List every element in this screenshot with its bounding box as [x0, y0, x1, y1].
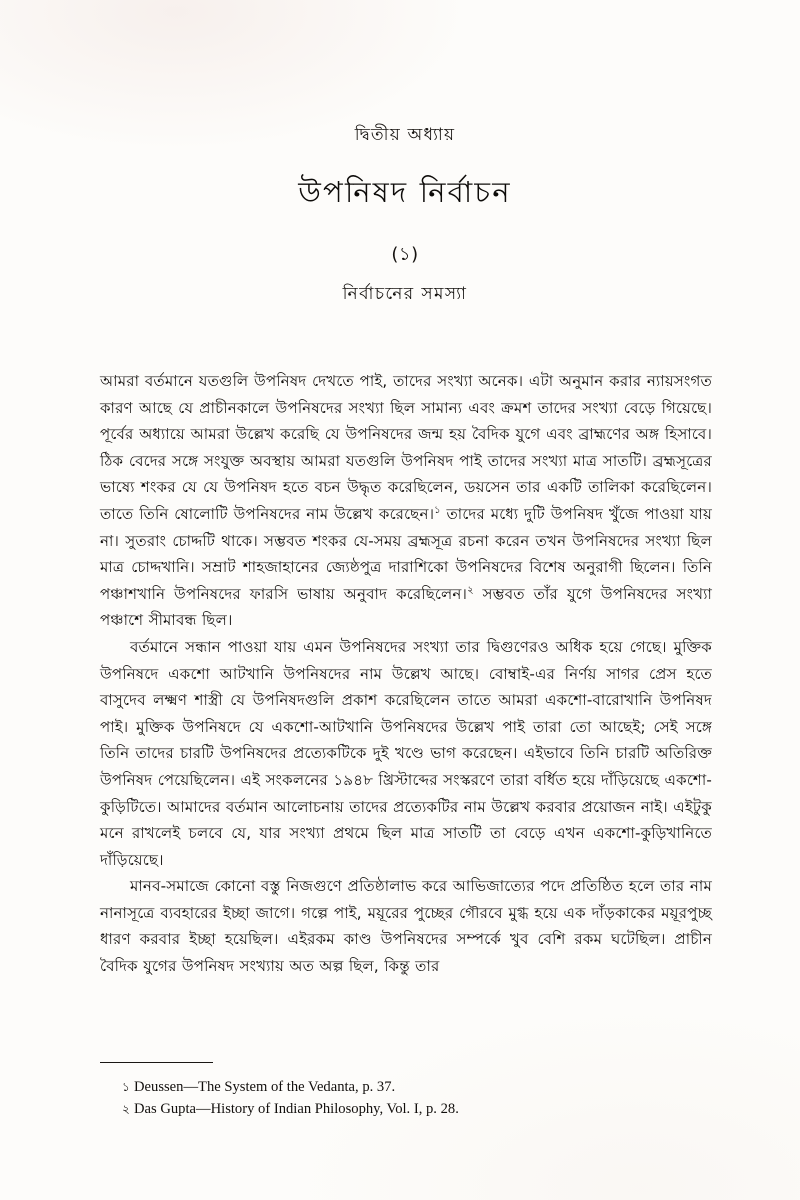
footnote-item: [100, 1098, 712, 1120]
paragraph-3: মানব-সমাজে কোনো বস্তু নিজগুণে প্রতিষ্ঠালাভ করে আভিজাত্যের পদে প্রতিষ্ঠিত হলে তার নাম নানাসূত্রে ব্যবহারের ইচ্ছা জাগে। গল্পে পাই, ময়ূরের পুচ্ছের গৌরবে মুগ্ধ হয়ে এক দাঁড়কাকের ময়ূরপুচ্ছ ধারণ করবার ইচ্ছা হয়েছিল। এইরকম কাণ্ড উপনিষদের সম্পর্কে খুব বেশি রকম ঘটেছিল। প্রাচীন বৈদিক যুগের উপনিষদ সংখ্যায় অত অল্প ছিল, কিন্তু তার: [100, 877, 712, 976]
footnote-text: Das Gupta—History of Indian Philosophy, Vol. I, p. 28.: [134, 1101, 459, 1117]
paragraph-1-text-c: সম্ভবত তাঁর যুগে উপনিষদের সংখ্যা পঞ্চাশে সীমাবন্ধ ছিল।: [100, 584, 712, 630]
footnote-text: Deussen—The System of the Vedanta, p. 37.: [134, 1079, 396, 1095]
body-text: [100, 368, 712, 980]
paragraph-2: বর্তমানে সন্ধান পাওয়া যায় এমন উপনিষদের সংখ্যা তার দ্বিগুণেরও অধিক হয়ে গেছে। মুক্তিক উপনিষদে একশো আটখানি উপনিষদের নাম উল্লেখ আছে। বোম্বাই-এর নির্ণয় সাগর প্রেস হতে বাসুদেব লক্ষ্মণ শাস্ত্রী যে উপনিষদগুলি প্রকাশ করেছিলেন তাতে আমরা একশো-বারোখানি উপনিষদ পাই। মুক্তিক উপনিষদে যে একশো-আটখানি উপনিষদের উল্লেখ পাই তারা তো আছেই; সেই সঙ্গে তিনি তাদের চারটি উপনিষদের প্রত্যেকটিকে দুই খণ্ডে ভাগ করেছেন। এইভাবে তিনি চারটি অতিরিক্ত উপনিষদ পেয়েছিলেন। এই সংকলনের ১৯৪৮ খ্রিস্টাব্দের সংস্করণে তারা বর্ধিত হয়ে দাঁড়িয়েছে একশো-কুড়িটিতে। আমাদের বর্তমান আলোচনায় তাদের প্রত্যেকটির নাম উল্লেখ করবার প্রয়োজন নাই। এইটুকু মনে রাখলেই চলবে যে, যার সংখ্যা প্রথমে ছিল মাত্র সাতটি তা বেড়ে এখন একশো-কুড়িখানিতে দাঁড়িয়েছে।: [100, 637, 712, 869]
footnote-reference-1[interactable]: ১: [434, 504, 441, 516]
footnote-marker: ১: [122, 1080, 130, 1094]
section-number: (১): [391, 244, 419, 265]
section-subtitle: নির্বাচনের সমস্যা: [342, 284, 468, 304]
footnote-separator-rule: [100, 1062, 213, 1063]
page-title: উপনিষদ নির্বাচন: [298, 175, 512, 209]
footnote-item: [100, 1076, 712, 1098]
footnote-reference-2[interactable]: ২: [467, 584, 474, 596]
paragraph-1: [100, 368, 712, 634]
footnotes-section: [100, 1062, 712, 1120]
footnote-marker: ২: [122, 1102, 130, 1116]
paragraph-1-text-a: আমরা বর্তমানে যতগুলি উপনিষদ দেখতে পাই, তাদের সংখ্যা অনেক। এটা অনুমান করার ন্যায়সংগত কারণ আছে যে প্রাচীনকালে উপনিষদের সংখ্যা ছিল সামান্য এবং ক্রমশ তাদের সংখ্যা বেড়ে গিয়েছে। পূর্বের অধ্যায়ে আমরা উল্লেখ করেছি যে উপনিষদের জন্ম হয় বৈদিক যুগে এবং ব্রাহ্মণের অঙ্গ হিসাবে। ঠিক বেদের সঙ্গে সংযুক্ত অবস্থায় আমরা যতগুলি উপনিষদ পাই তাদের সংখ্যা মাত্র সাতটি। ব্রহ্মসূত্রের ভাষ্যে শংকর যে যে উপনিষদ হতে বচন উদ্ধৃত করেছিলেন, ডয়সেন তার একটি তালিকা করেছিলেন। তাতে তিনি ষোলোটি উপনিষদের নাম উল্লেখ করেছেন।: [100, 372, 712, 523]
chapter-header: [100, 122, 710, 307]
chapter-label: দ্বিতীয় অধ্যায়: [354, 125, 456, 145]
paragraph-1-text-b: তাদের মধ্যে দুটি উপনিষদ খুঁজে পাওয়া যায় না। সুতরাং চোদ্দটি থাকে। সম্ভবত শংকর যে-সময় ব্রহ্মসূত্র রচনা করেন তখন উপনিষদের সংখ্যা ছিল মাত্র চোদ্দখানি। সম্রাট শাহজাহানের জ্যেষ্ঠপুত্র দারাশিকো উপনিষদের বিশেষ অনুরাগী ছিলেন। তিনি পঞ্চাশখানি উপনিষদের ফারসি ভাষায় অনুবাদ করেছিলেন।: [100, 504, 712, 603]
